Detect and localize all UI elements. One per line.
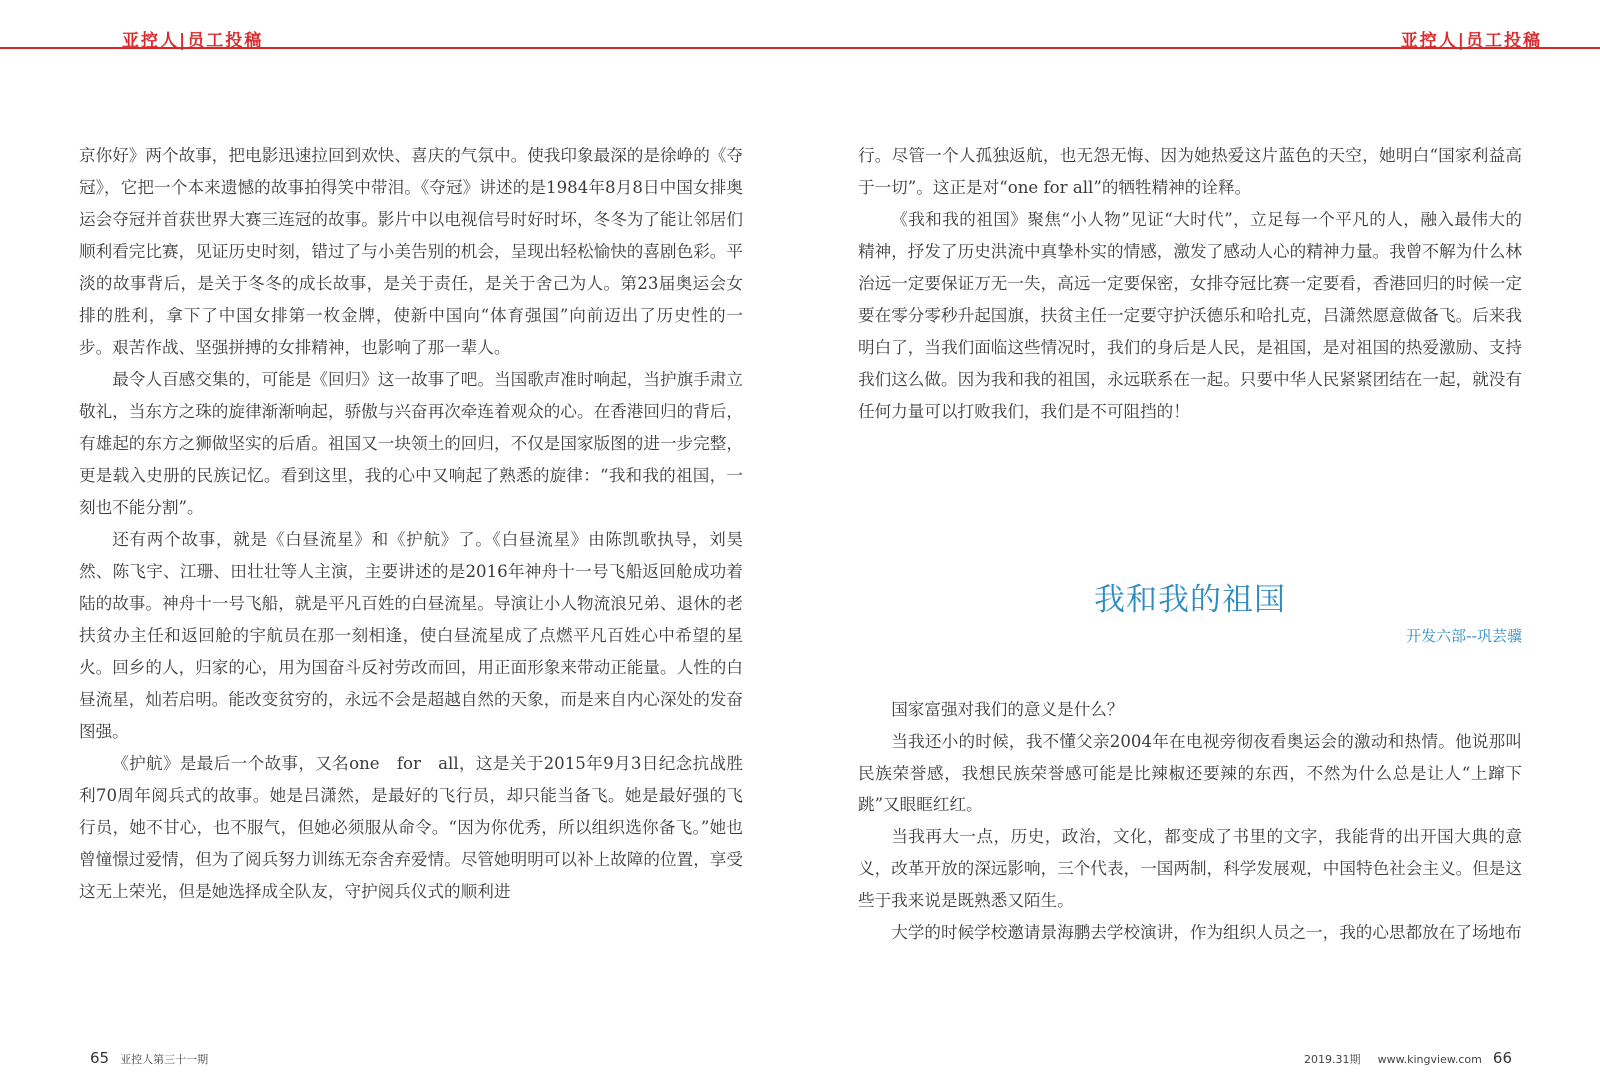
article-paragraph-4: 大学的时候学校邀请景海鹏去学校演讲，作为组织人员之一，我的心思都放在了场地布 xyxy=(891,922,1522,942)
footer-issue: 2019.31期 xyxy=(1304,1053,1361,1066)
article-paragraph-3: 当我再大一点，历史，政治，文化，都变成了书里的文字，我能背的出开国大典的意义，改革开放的深远影响，三个代表，一国两制，科学发展观，中国特色社会主义。但是这些于我来说是既熟悉又陌生。 xyxy=(858,827,1522,910)
left-paragraph-4: 《护航》是最后一个故事，又名one for all，这是关于2015年9月3日纪念抗战胜利70周年阅兵式的故事。她是吕潇然，是最好的飞行员，却只能当备飞。她是最好强的飞行员，她不甘心，也不服气，但她必须服从命令。“因为你优秀，所以组织选你备飞。”她也曾憧憬过爱情，但为了阅兵努力训练无奈舍弃爱情。尽管她明明可以补上故障的位置，享受这无上荣光，但是她选择成全队友，守护阅兵仪式的顺利进 xyxy=(79,754,743,901)
right-page-number: 66 xyxy=(1492,1049,1512,1067)
footer-left xyxy=(90,1048,214,1067)
left-paragraph-3: 还有两个故事，就是《白昼流星》和《护航》了。《白昼流星》由陈凯歌执导，刘昊然、陈飞宇、江珊、田壮壮等人主演，主要讲述的是2016年神舟十一号飞船返回舱成功着陆的故事。神舟十一号飞船，就是平凡百姓的白昼流星。导演让小人物流浪兄弟、退休的老扶贫办主任和返回舱的宇航员在那一刻相逢，使白昼流星成了点燃平凡百姓心中希望的星火。回乡的人，归家的心，用为国奋斗反衬劳改而回，用正面形象来带动正能量。人性的白昼流星，灿若启明。能改变贫穷的，永远不会是超越自然的天象，而是来自内心深处的发奋图强。 xyxy=(79,530,743,741)
left-page-body xyxy=(79,140,743,908)
article-body xyxy=(858,694,1522,948)
right-paragraph-1: 行。尽管一个人孤独返航，也无怨无悔、因为她热爱这片蓝色的天空，她明白“国家利益高于一切”。这正是对“one for all”的牺牲精神的诠释。 xyxy=(858,146,1522,197)
footer-right xyxy=(1298,1048,1512,1067)
right-page-body xyxy=(858,140,1522,428)
right-paragraph-2: 《我和我的祖国》聚焦“小人物”见证“大时代”，立足每一个平凡的人，融入最伟大的精神，抒发了历史洪流中真挚朴实的情感，激发了感动人心的精神力量。我曾不解为什么林治远一定要保证万无一失，高远一定要保密，女排夺冠比赛一定要看，香港回归的时候一定要在零分零秒升起国旗，扶贫主任一定要守护沃德乐和哈扎克，吕潇然愿意做备飞。后来我明白了，当我们面临这些情况时，我们的身后是人民，是祖国，是对祖国的热爱激励、支持我们这么做。因为我和我的祖国，永远联系在一起。只要中华人民紧紧团结在一起，就没有任何力量可以打败我们，我们是不可阻挡的！ xyxy=(858,210,1522,421)
header-right-label: 亚控人|员工投稿 xyxy=(1400,31,1542,51)
left-paragraph-2: 最令人百感交集的，可能是《回归》这一故事了吧。当国歌声准时响起，当护旗手肃立敬礼，当东方之珠的旋律渐渐响起，骄傲与兴奋再次牵连着观众的心。在香港回归的背后，有雄起的东方之狮做坚实的后盾。祖国又一块领土的回归，不仅是国家版图的进一步完整，更是载入史册的民族记忆。看到这里，我的心中又响起了熟悉的旋律：“我和我的祖国，一刻也不能分割”。 xyxy=(79,370,743,517)
article-paragraph-2: 当我还小的时候，我不懂父亲2004年在电视旁彻夜看奥运会的激动和热情。他说那叫民族荣誉感，我想民族荣誉感可能是比辣椒还要辣的东西，不然为什么总是让人“上蹿下跳”又眼眶红红。 xyxy=(858,731,1522,815)
footer-url: www.kingview.com xyxy=(1377,1053,1482,1066)
header-left-label: 亚控人|员工投稿 xyxy=(122,31,264,51)
left-paragraph-1: 京你好》两个故事，把电影迅速拉回到欢快、喜庆的气氛中。使我印象最深的是徐峥的《夺冠》，它把一个本来遗憾的故事拍得笑中带泪。《夺冠》讲述的是1984年8月8日中国女排奥运会夺冠并首获世界大赛三连冠的故事。影片中以电视信号时好时坏，冬冬为了能让邻居们顺利看完比赛，见证历史时刻，错过了与小美告别的机会，呈现出轻松愉快的喜剧色彩。平淡的故事背后，是关于冬冬的成长故事，是关于责任，是关于舍己为人。第23届奥运会女排的胜利，拿下了中国女排第一枚金牌，使新中国向“体育强国”向前迈出了历史性的一步。艰苦作战、坚强拼搏的女排精神，也影响了那一辈人。 xyxy=(79,146,743,357)
article-author: 开发六部--巩芸骥 xyxy=(1406,627,1522,645)
footer-left-text: 亚控人第三十一期 xyxy=(120,1053,209,1066)
article-paragraph-1: 国家富强对我们的意义是什么？ xyxy=(891,700,1124,719)
article-title: 我和我的祖国 xyxy=(1094,582,1286,618)
left-page-number: 65 xyxy=(90,1049,110,1067)
